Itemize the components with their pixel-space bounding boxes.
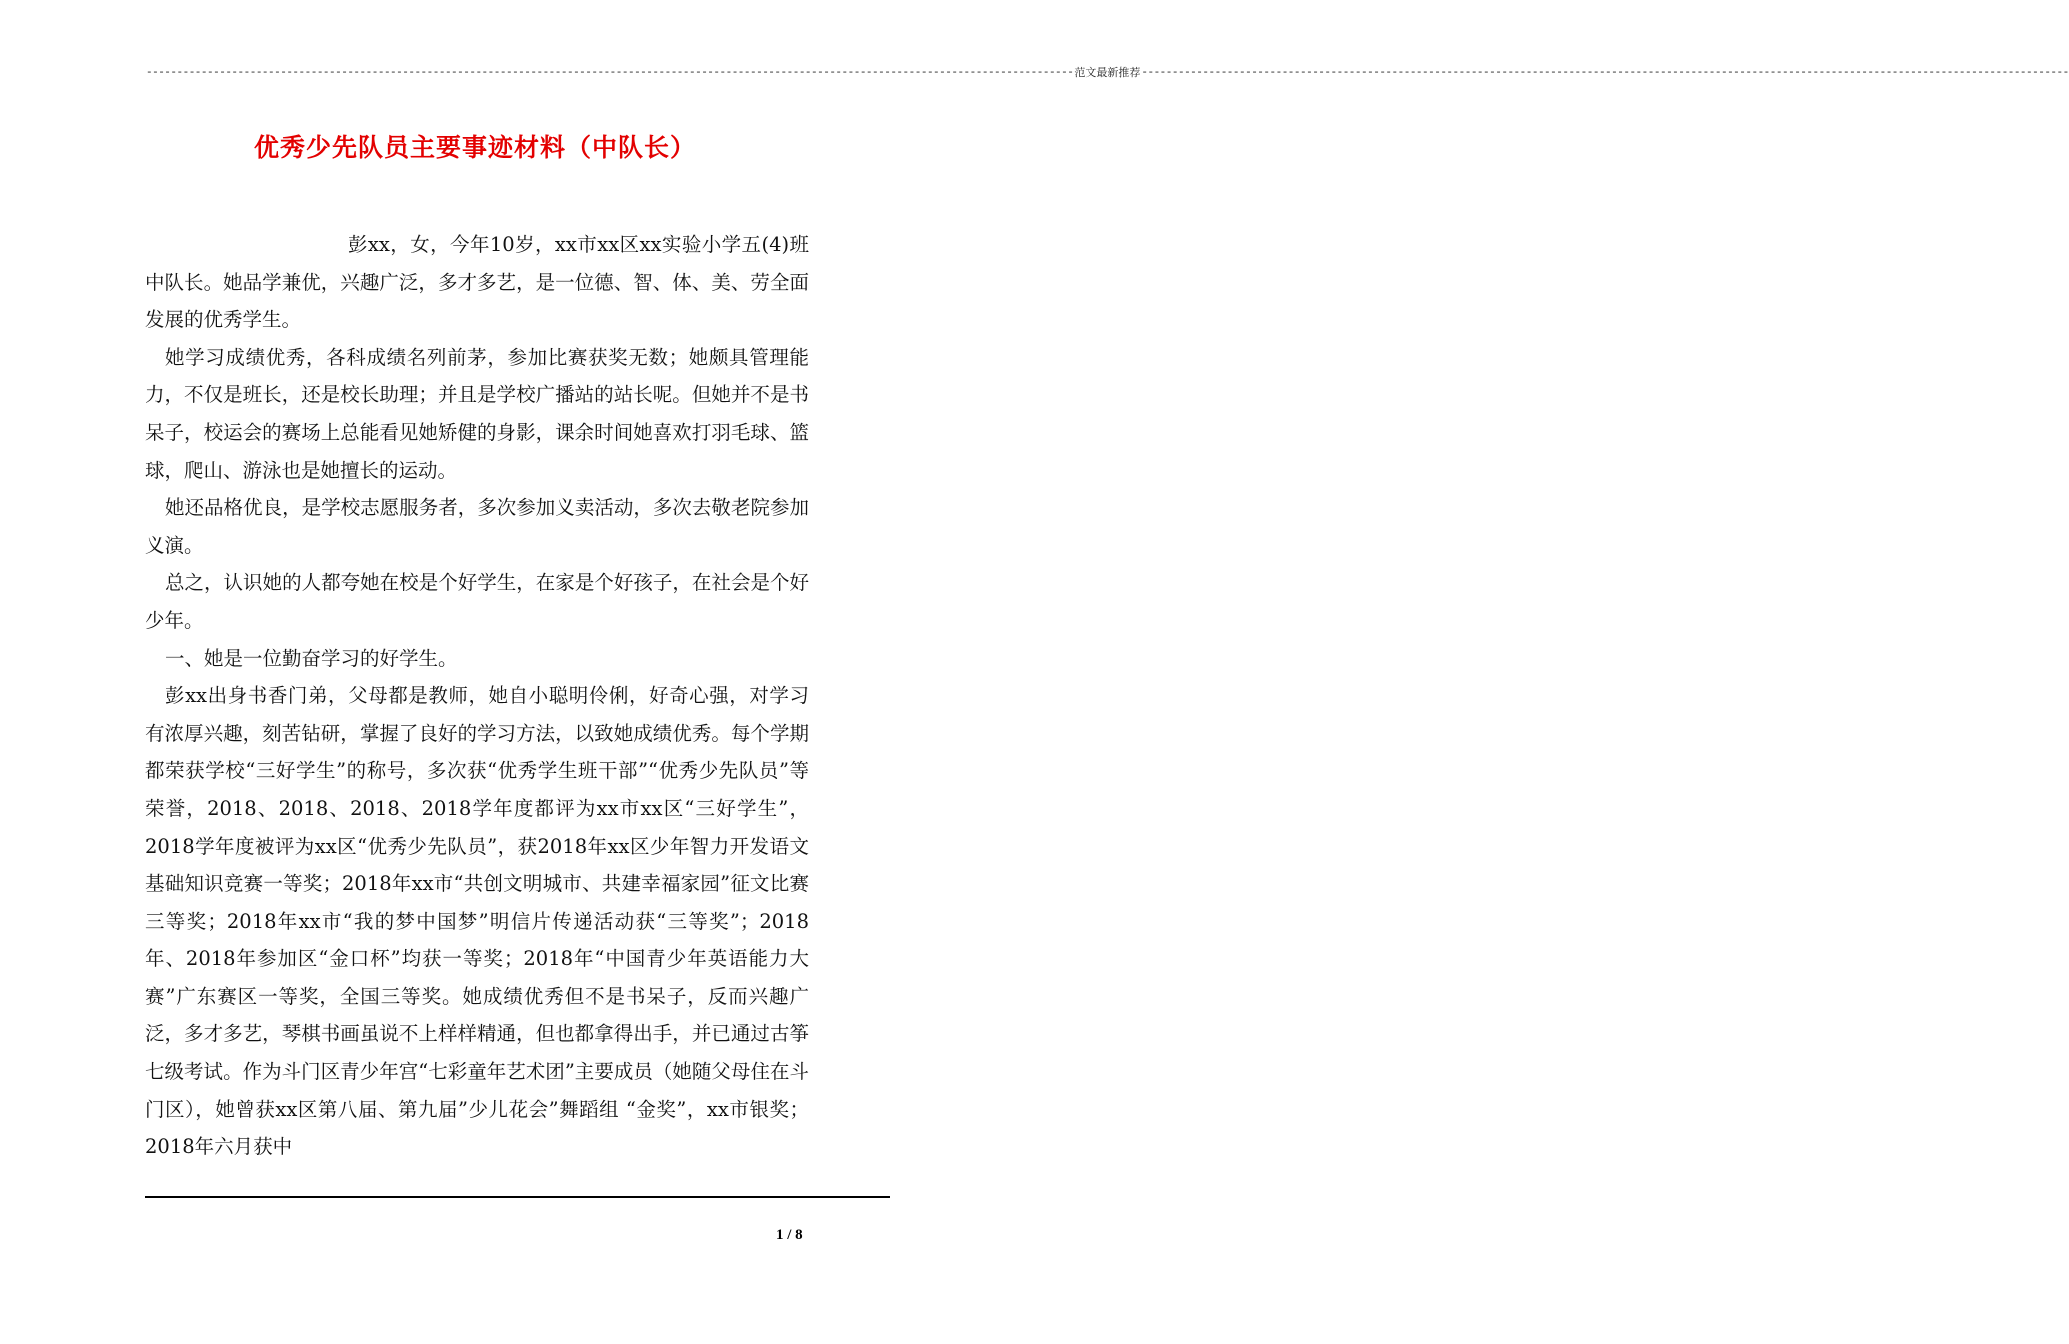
section-heading-1: 一、她是一位勤奋学习的好学生。: [165, 646, 458, 670]
paragraph-study: 她学习成绩优秀，各科成绩名列前茅，参加比赛获奖无数；她颇具管理能力，不仅是班长，还是校长助理；并且是学校广播站的站长呢。但她并不是书呆子，校运会的赛场上总能看见她矫健的身影，课余时间她喜欢打羽毛球、篮球，爬山、游泳也是她擅长的运动。: [145, 345, 809, 482]
paragraph-summary: 总之，认识她的人都夸她在校是个好学生，在家是个好孩子，在社会是个好少年。: [145, 571, 809, 632]
paragraph-character: 她还品格优良，是学校志愿服务者，多次参加义卖活动，多次去敬老院参加义演。: [145, 496, 809, 557]
header-dash-right: --------------------------------------------------------------------------------------------------------------------------------------------------------: [1141, 67, 2069, 79]
header-dash-left: --------------------------------------------------------------------------------------------------------------------------------------------------------: [146, 67, 1074, 79]
paragraph-intro: 彭xx，女，今年10岁，xx市xx区xx实验小学五(4)班中队长。她品学兼优，兴趣广泛，多才多艺，是一位德、智、体、美、劳全面发展的优秀学生。: [145, 233, 809, 332]
document-title: 优秀少先队员主要事迹材料（中队长）: [253, 133, 696, 162]
paragraph-achievements: 彭xx出身书香门弟，父母都是教师，她自小聪明伶俐，好奇心强，对学习有浓厚兴趣，刻苦钻研，掌握了良好的学习方法，以致她成绩优秀。每个学期都荣获学校“三好学生”的称号，多次获“优秀学生班干部”“优秀少先队员”等荣誉，2018、2018、2018、2018学年度都评为xx市xx区“三好学生”，2018学年度被评为xx区“优秀少先队员”，获2018年xx区少年智力开发语文基础知识竞赛一等奖；2018年xx市“共创文明城市、共建幸福家园”征文比赛三等奖；2018年xx市“我的梦中国梦”明信片传递活动获“三等奖”；2018年、2018年参加区“金口杯”均获一等奖；2018年“中国青少年英语能力大赛”广东赛区一等奖，全国三等奖。她成绩优秀但不是书呆子，反而兴趣广泛，多才多艺，琴棋书画虽说不上样样精通，但也都拿得出手，并已通过古筝七级考试。作为斗门区青少年宫“七彩童年艺术团”主要成员（她随父母住在斗门区），她曾获xx区第八届、第九届”少儿花会”舞蹈组 “金奖”，xx市银奖；2018年六月获中: [145, 684, 809, 1159]
header-label: 范文最新推荐: [1074, 66, 1141, 79]
footer-divider: [145, 1196, 890, 1198]
running-header: [146, 66, 2069, 80]
document-body: [145, 226, 809, 1166]
page-number: 1 / 8: [776, 1227, 803, 1243]
